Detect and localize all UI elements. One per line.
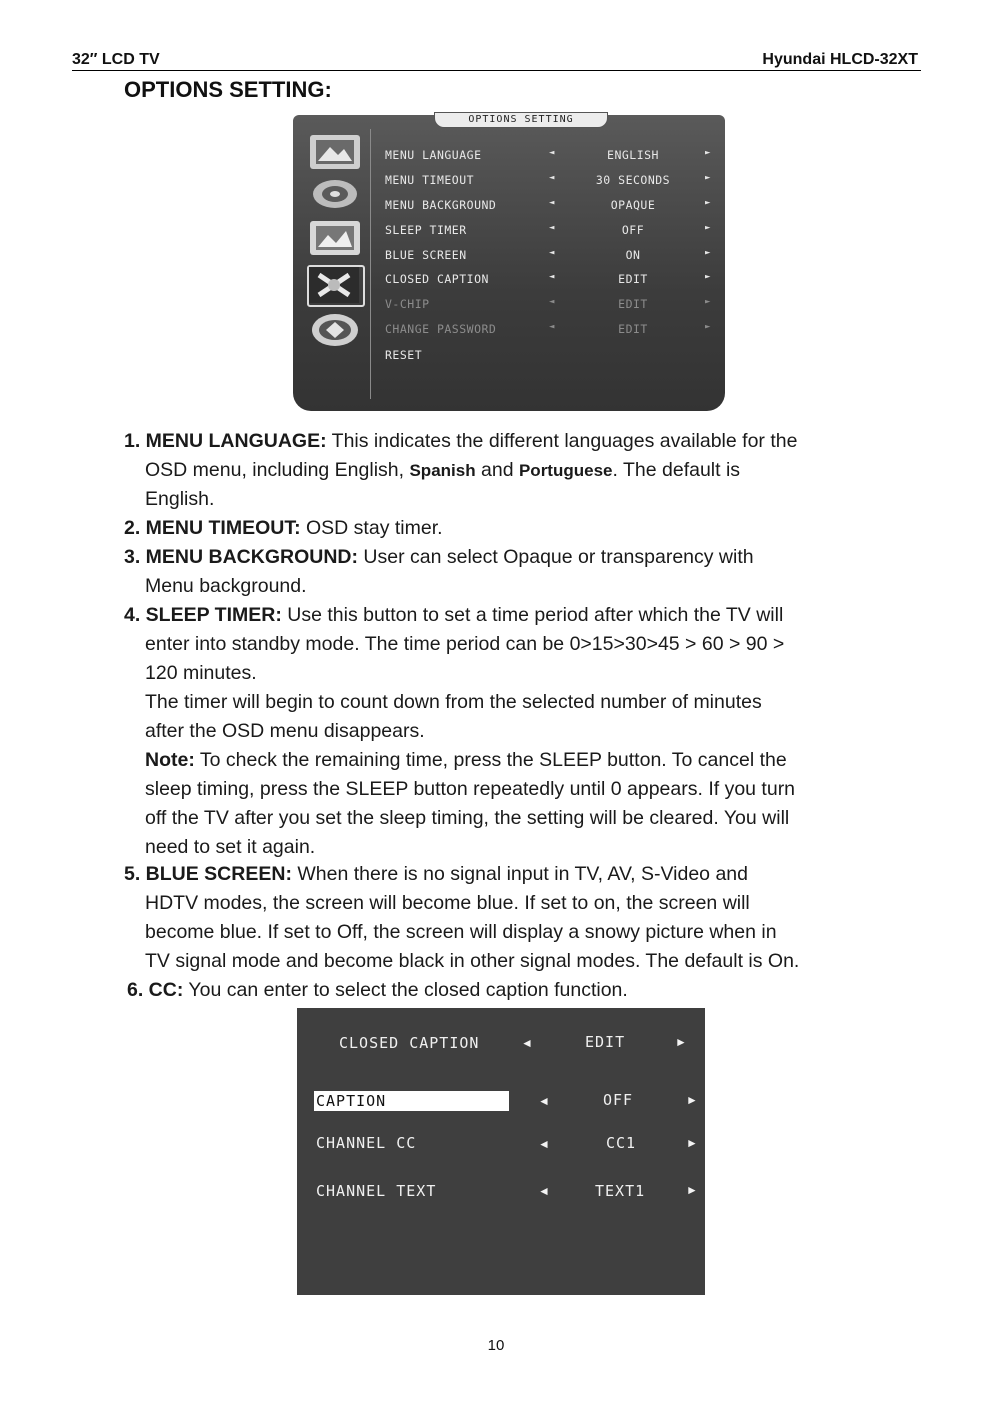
row-label: BLUE SCREEN (385, 248, 467, 262)
cc-channel-cc-value: CC1 (606, 1134, 637, 1152)
cc-title-value: EDIT (585, 1033, 626, 1051)
cc-channel-text-value: TEXT1 (595, 1182, 646, 1200)
cc-row-caption-selected[interactable]: CAPTION (314, 1091, 509, 1111)
page-number: 10 (487, 1337, 505, 1354)
item-heading: 2. MENU TIMEOUT: (124, 517, 301, 539)
arrow-right-icon: ► (705, 297, 711, 307)
row-label: V-CHIP (385, 297, 430, 311)
item-menu-timeout: 2. MENU TIMEOUT: OSD stay timer. (124, 517, 443, 539)
arrow-right-icon[interactable]: ► (675, 1035, 687, 1049)
arrow-right-icon[interactable]: ► (705, 173, 711, 183)
row-value: EDIT (618, 272, 648, 286)
osd-divider (370, 129, 371, 399)
cc-row-channel-cc[interactable]: CHANNEL CC (316, 1134, 417, 1152)
osd-row-menu-timeout[interactable] (385, 173, 715, 189)
arrow-right-icon[interactable]: ► (705, 248, 711, 258)
page-header (72, 50, 921, 71)
cc-title-label: CLOSED CAPTION (339, 1034, 480, 1052)
row-value: EDIT (618, 322, 648, 336)
row-value: ENGLISH (607, 148, 659, 162)
row-label: MENU TIMEOUT (385, 173, 475, 187)
arrow-right-icon[interactable]: ► (686, 1093, 698, 1107)
arrow-left-icon[interactable]: ◄ (538, 1094, 550, 1108)
item-heading: 1. MENU LANGUAGE: (124, 430, 327, 452)
osd-row-v-chip (385, 297, 715, 313)
osd-row-change-password (385, 322, 715, 338)
arrow-left-icon[interactable]: ◄ (549, 248, 555, 258)
section-title: OPTIONS SETTING: (124, 77, 332, 102)
closed-caption-osd (297, 1008, 705, 1295)
arrow-left-icon[interactable]: ◄ (538, 1184, 550, 1198)
item-cc: 6. CC: You can enter to select the closed caption function. (127, 979, 628, 1001)
arrow-right-icon[interactable]: ► (686, 1136, 698, 1150)
note-label: Note: (145, 749, 195, 771)
options-setting-osd (293, 115, 725, 411)
row-label: MENU LANGUAGE (385, 148, 482, 162)
row-label: RESET (385, 348, 423, 362)
picture-icon[interactable] (308, 133, 362, 171)
arrow-right-icon[interactable]: ► (705, 198, 711, 208)
row-value: 30 SECONDS (595, 173, 671, 187)
cc-caption-value: OFF (603, 1091, 634, 1109)
arrow-left-icon[interactable]: ◄ (549, 272, 555, 282)
arrow-left-icon[interactable]: ◄ (549, 223, 555, 233)
row-label: CLOSED CAPTION (385, 272, 489, 286)
item-sleep-timer: 4. SLEEP TIMER: Use this button to set a time period after which the TV will enter into standby mode. The time period can be 0>15>30>45 > 60 > 90 > 120 minutes. The timer will begin to count down from the selected number of minutes after the OSD menu disappears. Note: To check the remaining time, press the SLEEP button. To cancel the sleep timing, press the SLEEP button repeatedly until 0 appears. If you turn off the TV after you set the sleep timing, the setting will be cleared. You will need to set it again. (124, 604, 796, 858)
osd-row-menu-background[interactable] (385, 198, 715, 214)
parental-icon[interactable] (308, 311, 362, 349)
arrow-left-icon[interactable]: ◄ (549, 198, 555, 208)
osd-row-reset[interactable] (385, 348, 715, 364)
osd-row-sleep-timer[interactable] (385, 223, 715, 239)
options-icon[interactable] (307, 265, 365, 307)
arrow-left-icon[interactable]: ◄ (538, 1137, 550, 1151)
osd-tab-title: OPTIONS SETTING (434, 112, 608, 128)
item-blue-screen: 5. BLUE SCREEN: When there is no signal input in TV, AV, S-Video and HDTV modes, the screen will become blue. If set to on, the screen will become blue. If set to Off, the screen will display a snowy picture when in TV signal mode and become black in other signal modes. The default is On. (124, 863, 800, 972)
arrow-left-icon[interactable]: ◄ (549, 148, 555, 158)
header-product: 32″ LCD TV (72, 51, 160, 68)
item-heading: 5. BLUE SCREEN: (124, 863, 292, 885)
osd-row-blue-screen[interactable] (385, 248, 715, 264)
cc-row-channel-text[interactable]: CHANNEL TEXT (316, 1182, 437, 1200)
row-label: SLEEP TIMER (385, 223, 467, 237)
arrow-left-icon[interactable]: ◄ (549, 173, 555, 183)
item-heading: 4. SLEEP TIMER: (124, 604, 282, 626)
row-value: OFF (621, 223, 645, 237)
item-menu-background: 3. MENU BACKGROUND: User can select Opaque or transparency with Menu background. (124, 546, 754, 597)
row-value: ON (625, 248, 641, 262)
item-menu-language: 1. MENU LANGUAGE: This indicates the different languages available for the OSD menu, including English, Spanish and Portuguese. The default is English. (124, 430, 798, 510)
header-model: Hyundai HLCD-32XT (762, 51, 918, 68)
arrow-left-icon[interactable]: ◄ (521, 1036, 533, 1050)
row-value: OPAQUE (610, 198, 656, 212)
item-heading: 6. CC: (127, 979, 184, 1001)
row-value: EDIT (618, 297, 648, 311)
item-heading: 3. MENU BACKGROUND: (124, 546, 358, 568)
arrow-left-icon: ◄ (549, 297, 555, 307)
arrow-right-icon[interactable]: ► (705, 148, 711, 158)
row-label: CHANGE PASSWORD (385, 322, 497, 336)
arrow-right-icon[interactable]: ► (705, 223, 711, 233)
arrow-right-icon[interactable]: ► (686, 1183, 698, 1197)
osd-row-closed-caption[interactable] (385, 272, 715, 288)
screen-icon[interactable] (308, 219, 362, 257)
arrow-left-icon: ◄ (549, 322, 555, 332)
arrow-right-icon: ► (705, 322, 711, 332)
sound-icon[interactable] (308, 175, 362, 213)
arrow-right-icon[interactable]: ► (705, 272, 711, 282)
row-label: MENU BACKGROUND (385, 198, 497, 212)
osd-row-menu-language[interactable] (385, 148, 715, 164)
